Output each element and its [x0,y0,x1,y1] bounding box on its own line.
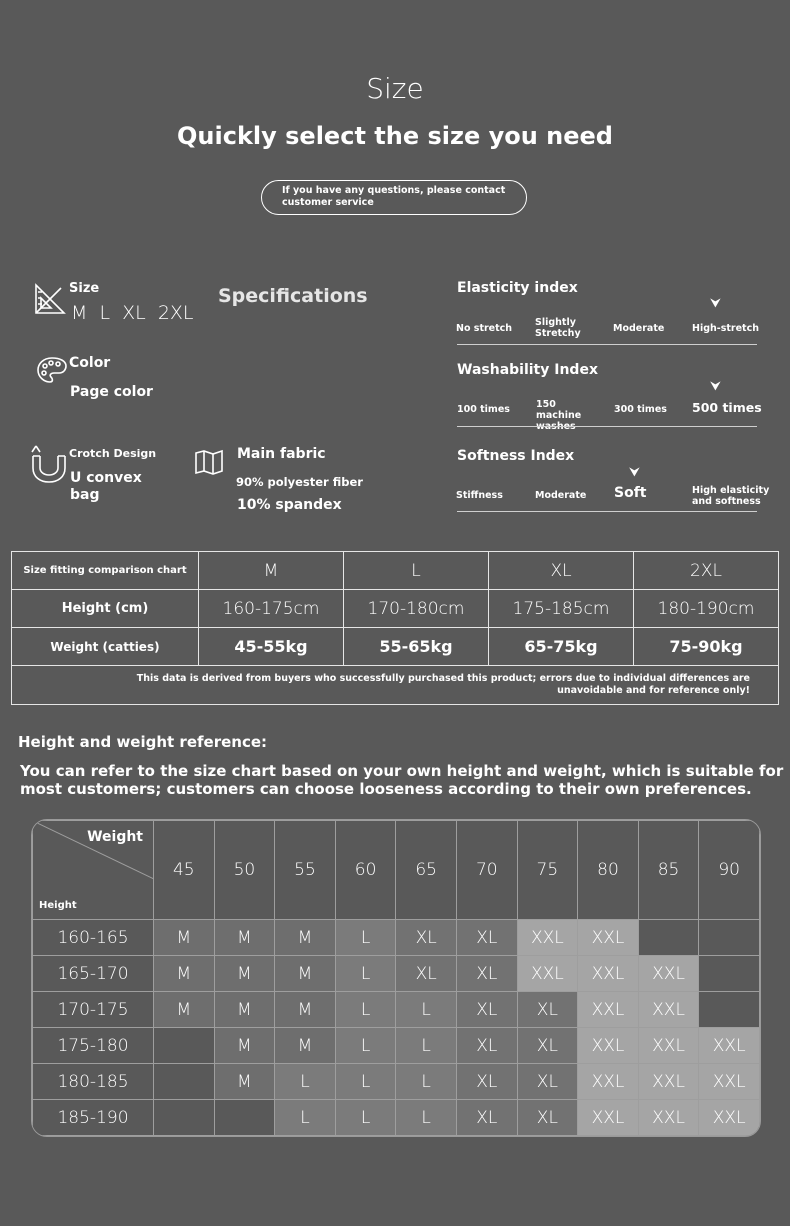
washability-item: 150 machine [536,399,582,421]
weight-header-row [33,821,760,920]
weight-header-cell: 70 [456,821,517,920]
corner-weight-label: Weight [87,829,143,845]
size-grid-cell: XXL [517,920,578,956]
weight-header-cell: 55 [275,821,336,920]
weight-header-cell: 90 [699,821,760,920]
page-title: Size [366,72,424,105]
size-grid-cell: XXL [578,1100,639,1136]
grid-corner [33,821,154,920]
grid-row [33,1064,760,1100]
size-grid-cell: M [275,920,336,956]
size-grid-cell: M [154,920,215,956]
height-row-label: 185-190 [33,1100,154,1136]
size-grid-cell [699,992,760,1028]
height-cell: 170-180cm [344,590,489,628]
color-label: Color [69,355,111,371]
fabric-label: Main fabric [237,446,326,462]
softness-line [457,511,757,512]
height-row [12,590,779,628]
size-grid-cell [699,920,760,956]
elasticity-line [457,344,757,345]
washability-line [457,426,757,427]
size-grid-cell: XXL [578,1064,639,1100]
softness-title: Softness Index [457,448,575,464]
washability-item: 300 times [614,404,667,415]
height-row-label: 180-185 [33,1064,154,1100]
corner-height-label: Height [39,900,77,912]
size-grid-cell: XXL [517,956,578,992]
weight-header-cell: 85 [638,821,699,920]
grid-row [33,1028,760,1064]
size-grid-cell: L [335,1100,396,1136]
size-grid-cell: XXL [578,1028,639,1064]
softness-indicator-icon: ⮟ [629,465,641,480]
crotch-label: Crotch Design [69,447,157,460]
size-label: Size [69,281,100,296]
weight-header-cell: 50 [214,821,275,920]
weight-header-cell: 45 [154,821,215,920]
size-grid-cell: M [154,992,215,1028]
elasticity-item-selected: High-stretch [692,323,759,334]
note-row [12,666,779,705]
elasticity-item: Moderate [613,323,665,334]
size-cell: M [199,552,344,590]
fabric-icon [194,449,224,475]
size-row [12,552,779,590]
size-cell: XL [489,552,634,590]
elasticity-item: No stretch [456,323,513,334]
size-grid-cell: M [214,992,275,1028]
size-grid-cell: XXL [578,920,639,956]
size-grid-cell: XXL [578,956,639,992]
weight-cell: 55-65kg [344,628,489,666]
specifications-heading: Specifications [218,285,368,307]
weight-header-cell: 75 [517,821,578,920]
size-grid-cell: L [396,1028,457,1064]
size-grid-cell: L [335,920,396,956]
size-grid-cell: XL [456,1064,517,1100]
weight-cell: 75-90kg [634,628,779,666]
elasticity-title: Elasticity index [457,280,578,296]
size-grid-cell: M [154,956,215,992]
size-grid-cell: M [214,956,275,992]
size-grid-cell [154,1100,215,1136]
size-grid-cell: M [214,1028,275,1064]
grid-row [33,992,760,1028]
size-grid-cell: L [335,992,396,1028]
size-grid-cell: XXL [699,1064,760,1100]
washability-item: 100 times [457,404,510,415]
size-grid-cell: XXL [578,992,639,1028]
size-grid-cell [699,956,760,992]
size-grid-cell: XL [456,1028,517,1064]
size-grid-cell: M [275,1028,336,1064]
washability-indicator-icon: ⮟ [710,379,722,394]
crotch-value: U convex bag [70,470,142,503]
size-cell: 2XL [634,552,779,590]
size-grid-cell [154,1064,215,1100]
size-grid-cell: L [275,1100,336,1136]
size-grid-cell: XXL [699,1028,760,1064]
size-grid-cell [638,920,699,956]
size-grid-cell: XL [517,1100,578,1136]
size-grid-cell: L [335,1064,396,1100]
size-grid-cell: XL [517,1028,578,1064]
height-row-label: 160-165 [33,920,154,956]
size-grid-cell: L [275,1064,336,1100]
grid-row [33,920,760,956]
washability-item-selected: 500 times [692,400,762,415]
softness-item-selected: Soft [614,485,647,501]
size-values: M L XL 2XL [71,302,194,324]
size-chart-header: Size fitting comparison chart [12,552,199,590]
size-grid-cell: XL [456,1100,517,1136]
weight-row [12,628,779,666]
size-grid-cell: XL [456,920,517,956]
size-cell: L [344,552,489,590]
size-grid-cell: M [214,1064,275,1100]
weight-header-cell: 80 [578,821,639,920]
weight-label: Weight (catties) [12,628,199,666]
size-fitting-table [11,551,779,705]
grid-row [33,1100,760,1136]
size-chart-note: This data is derived from buyers who successfully purchased this product; errors due to individual differences are unavoidable and for reference only! [12,666,779,705]
size-grid-cell: M [214,920,275,956]
size-grid-cell: L [396,992,457,1028]
page-subtitle: Quickly select the size you need [177,122,613,150]
u-crotch-icon [30,444,68,484]
size-grid-cell: XXL [699,1100,760,1136]
softness-item: Stiffness [456,490,503,501]
size-grid-cell: XL [396,956,457,992]
weight-header-cell: 60 [335,821,396,920]
height-cell: 175-185cm [489,590,634,628]
size-grid-cell: XXL [638,1064,699,1100]
weight-cell: 65-75kg [489,628,634,666]
ruler-icon [33,282,67,316]
size-grid-cell: L [335,956,396,992]
size-grid-cell: XXL [638,992,699,1028]
size-grid-cell: M [275,956,336,992]
color-value: Page color [70,384,153,400]
fabric-line-2: 10% spandex [237,497,342,513]
size-grid-cell: XL [396,920,457,956]
size-grid-cell: XL [456,992,517,1028]
size-grid-cell [154,1028,215,1064]
contact-note: If you have any questions, please contact customer service [261,180,527,215]
size-grid-cell: XL [517,992,578,1028]
height-weight-grid [31,819,761,1137]
size-grid-cell: M [275,992,336,1028]
height-cell: 160-175cm [199,590,344,628]
size-grid-cell: XL [517,1064,578,1100]
washability-title: Washability Index [457,362,598,378]
softness-item: High elasticity and softness [692,485,770,507]
size-grid-cell: L [396,1064,457,1100]
weight-cell: 45-55kg [199,628,344,666]
elasticity-indicator-icon: ⮟ [710,296,722,311]
elasticity-item: Slightly Stretchy [535,317,581,339]
size-grid-cell: XXL [638,1028,699,1064]
size-grid-cell: L [335,1028,396,1064]
grid-row [33,956,760,992]
size-grid-cell: XL [456,956,517,992]
height-row-label: 165-170 [33,956,154,992]
height-cell: 180-190cm [634,590,779,628]
height-weight-table [32,820,760,1136]
size-grid-cell [214,1100,275,1136]
height-label: Height (cm) [12,590,199,628]
reference-paragraph: You can refer to the size chart based on your own height and weight, which is suitable for most customers; customers can choose looseness according to their own preferences. [20,762,784,798]
height-row-label: 175-180 [33,1028,154,1064]
size-grid-cell: L [396,1100,457,1136]
size-grid-cell: XXL [638,1100,699,1136]
size-grid-cell: XXL [638,956,699,992]
fabric-line-1: 90% polyester fiber [236,475,363,489]
reference-heading: Height and weight reference: [18,733,268,751]
softness-item: Moderate [535,490,587,501]
height-row-label: 170-175 [33,992,154,1028]
palette-icon [36,356,68,384]
weight-header-cell: 65 [396,821,457,920]
